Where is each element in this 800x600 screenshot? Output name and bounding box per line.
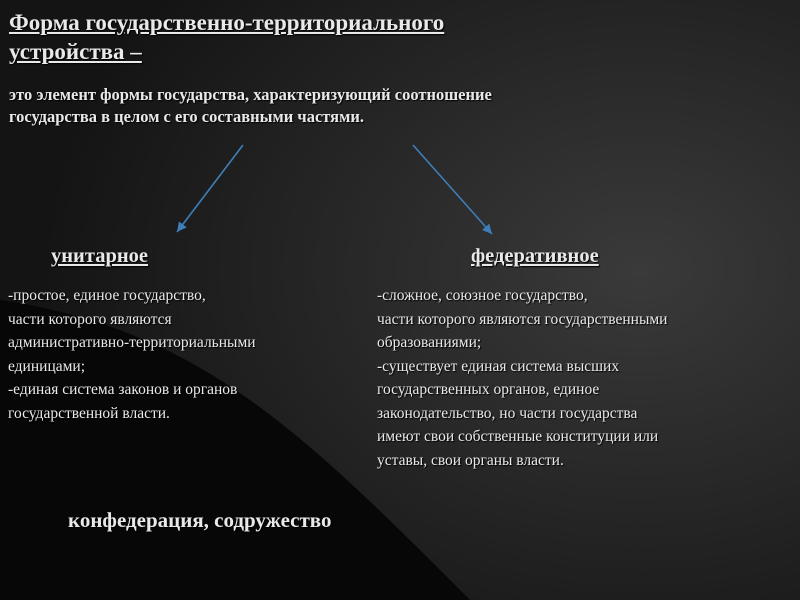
unitary-description [8,284,373,425]
slide-title [9,8,709,66]
arrow-to-federative [413,145,492,234]
description-line: образованиями; [377,334,482,351]
description-line: -сложное, союзное государство, [377,287,588,304]
title-line: устройства – [9,39,142,64]
description-line: единицами; [8,357,86,375]
description-line: части которого являются [8,310,172,328]
description-line: -единая система законов и органов [8,381,238,398]
arrow-to-unitary [177,145,243,232]
definition-line: это элемент формы государства, характеризующий соотношение [9,85,492,104]
unitary-heading: унитарное [51,245,149,267]
definition-line: государства в целом с его составными частями. [9,107,364,126]
title-line: Форма государственно-территориального [9,10,445,35]
description-line: государственных органов, единое [377,381,600,398]
description-line: уставы, свои органы власти. [377,451,564,469]
description-line: имеют свои собственные конституции или [377,428,659,445]
description-line: государственной власти. [8,404,170,422]
federative-description [377,284,797,472]
description-line: -простое, единое государство, [8,287,206,304]
description-line: части которого являются государственными [377,310,668,328]
description-line: административно-территориальными [8,334,256,351]
description-line: законодательство, но части государства [377,404,638,422]
description-line: -существует единая система высших [377,357,620,375]
definition-text [9,84,729,128]
federative-heading: федеративное [471,245,599,267]
confederation-text: конфедерация, содружество [68,508,332,532]
